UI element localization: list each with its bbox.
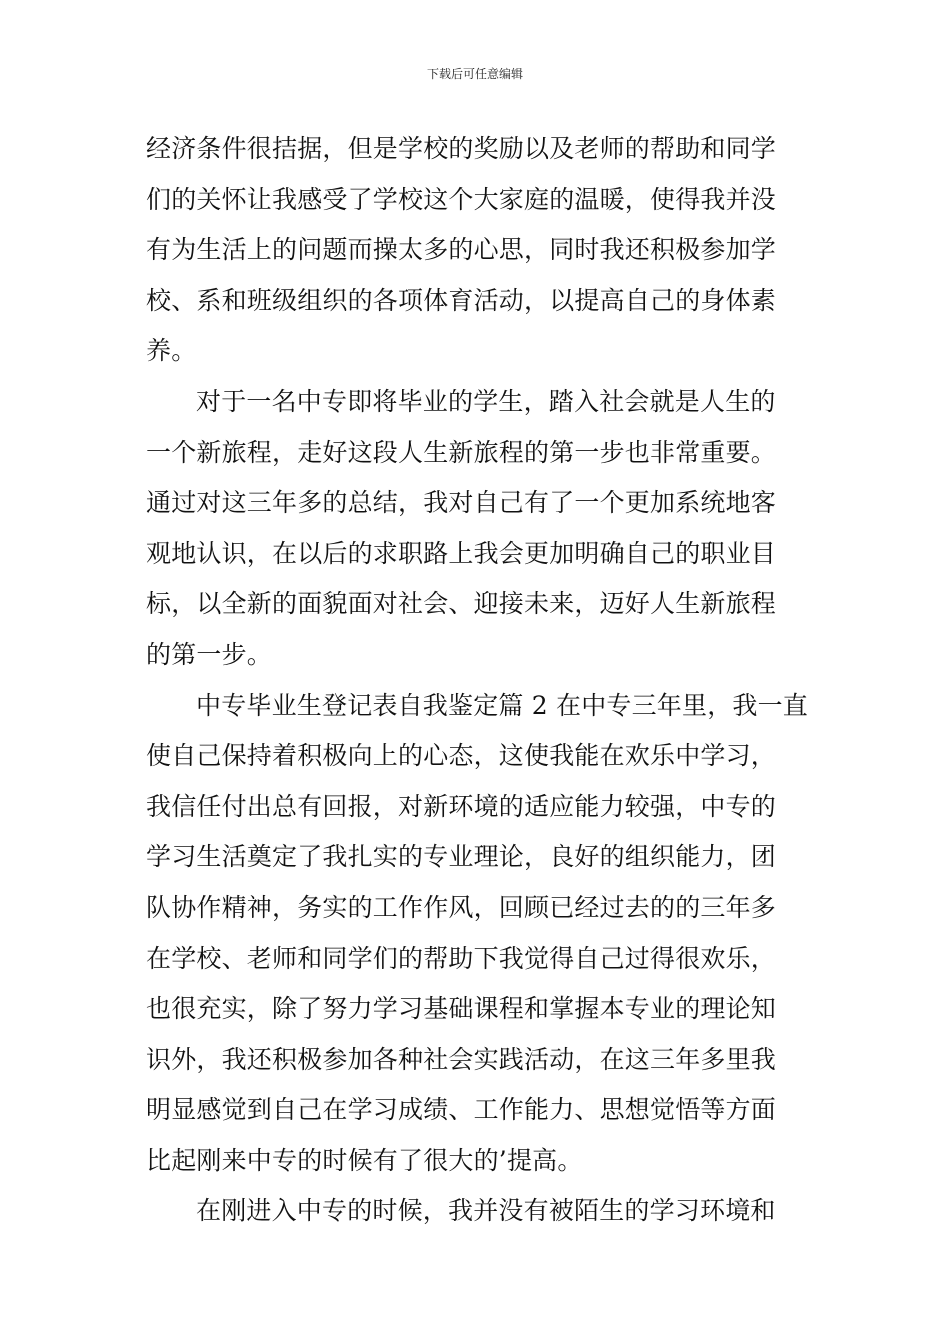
text-line: 们的关怀让我感受了学校这个大家庭的温暖，使得我并没 bbox=[146, 184, 777, 214]
text-line: 比起刚来中专的时候有了很大的’提高。 bbox=[146, 1145, 583, 1175]
text-line: 一个新旅程，走好这段人生新旅程的第一步也非常重要。 bbox=[146, 437, 777, 467]
text-line: 养。 bbox=[146, 336, 197, 366]
page-header: 下载后可任意编辑 bbox=[426, 67, 523, 81]
text-line: 使自己保持着积极向上的心态，这使我能在欢乐中学习， bbox=[146, 741, 777, 771]
text-line: 也很充实，除了努力学习基础课程和掌握本专业的理论知 bbox=[146, 994, 777, 1024]
text-line: 标，以全新的面貌面对社会、迎接未来，迈好人生新旅程 bbox=[146, 589, 777, 619]
text-line: 通过对这三年多的总结，我对自己有了一个更加系统地客 bbox=[146, 488, 777, 518]
text-line: 明显感觉到自己在学习成绩、工作能力、思想觉悟等方面 bbox=[146, 1095, 777, 1125]
text-line: 在学校、老师和同学们的帮助下我觉得自己过得很欢乐， bbox=[146, 943, 777, 973]
paragraph-first-line: 对于一名中专即将毕业的学生，踏入社会就是人生的 bbox=[196, 386, 776, 416]
text-line: 的第一步。 bbox=[146, 639, 273, 669]
paragraph-first-line: 中专毕业生登记表自我鉴定篇 2 在中专三年里，我一直 bbox=[196, 690, 809, 720]
text-line: 经济条件很拮据，但是学校的奖励以及老师的帮助和同学 bbox=[146, 134, 777, 163]
text-line: 有为生活上的问题而操太多的心思，同时我还积极参加学 bbox=[146, 235, 777, 265]
text-line: 队协作精神，务实的工作作风，回顾已经过去的的三年多 bbox=[146, 892, 777, 922]
text-line: 我信任付出总有回报，对新环境的适应能力较强，中专的 bbox=[146, 791, 777, 821]
text-line: 识外，我还积极参加各种社会实践活动，在这三年多里我 bbox=[146, 1044, 777, 1074]
text-line: 观地认识，在以后的求职路上我会更加明确自己的职业目 bbox=[146, 538, 777, 568]
text-line: 学习生活奠定了我扎实的专业理论，良好的组织能力，团 bbox=[146, 842, 777, 872]
text-line: 校、系和班级组织的各项体育活动，以提高自己的身体素 bbox=[146, 285, 777, 315]
document-body bbox=[146, 124, 808, 1237]
paragraph-first-line: 在刚进入中专的时候，我并没有被陌生的学习环境和 bbox=[196, 1196, 776, 1226]
